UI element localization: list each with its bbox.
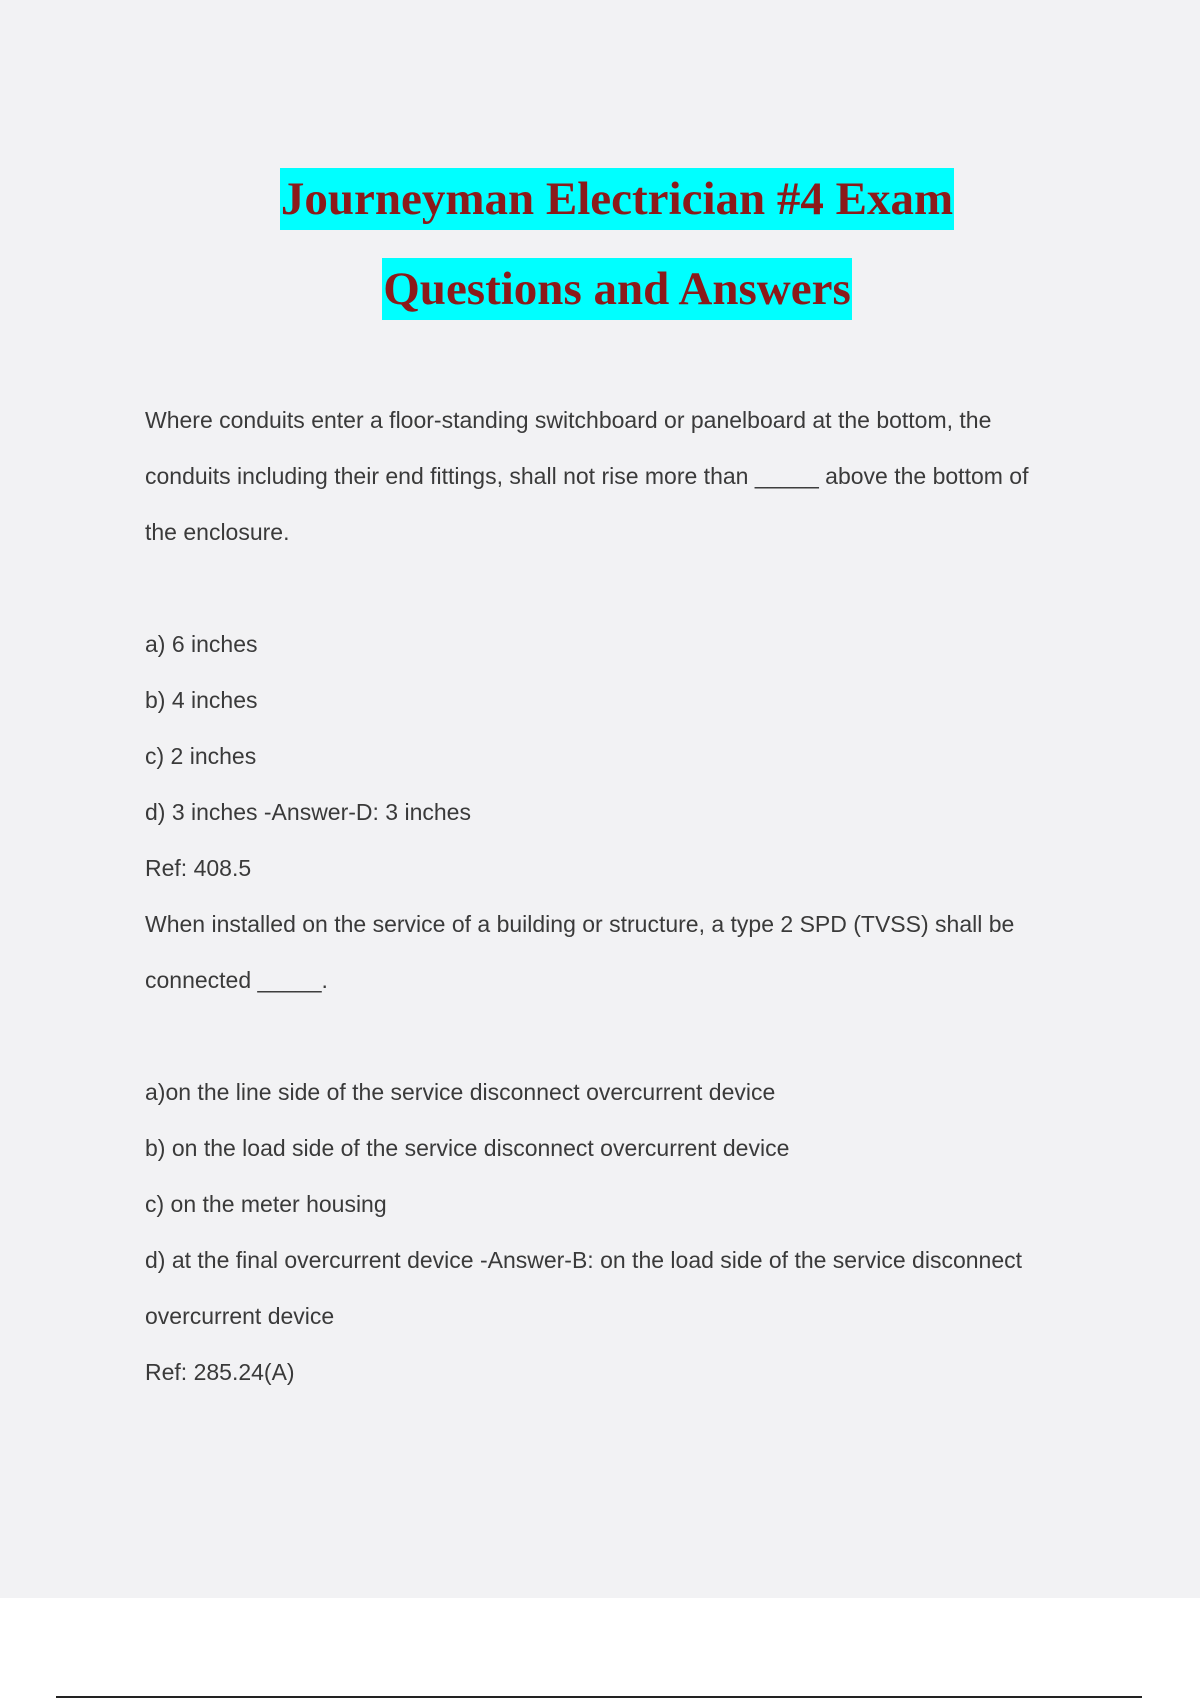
footer-divider: [56, 1696, 1142, 1698]
title-line-1: Journeyman Electrician #4 Exam: [280, 168, 954, 230]
document-body: [145, 400, 1105, 1408]
option-a: a)on the line side of the service disconnect overcurrent device: [145, 1079, 776, 1105]
question-stem-line: When installed on the service of a building or structure, a type 2 SPD (TVSS) shall be: [145, 911, 1015, 937]
reference: Ref: 285.24(A): [145, 1359, 295, 1385]
question-2: [145, 904, 1105, 1408]
option-b: b) 4 inches: [145, 687, 258, 713]
document-title: [0, 168, 1200, 320]
reference: Ref: 408.5: [145, 855, 252, 881]
option-c: c) on the meter housing: [145, 1191, 387, 1217]
option-c: c) 2 inches: [145, 743, 257, 769]
spacer: [145, 1016, 1105, 1072]
option-d-with-answer: d) at the final overcurrent device -Answer-B: on the load side of the service disconnect: [145, 1247, 1023, 1273]
option-d-with-answer: d) 3 inches -Answer-D: 3 inches: [145, 799, 471, 825]
option-b: b) on the load side of the service disconnect overcurrent device: [145, 1135, 790, 1161]
question-1: [145, 400, 1105, 904]
question-stem-line: conduits including their end fittings, shall not rise more than _____ above the bottom of: [145, 463, 1029, 489]
title-line-2: Questions and Answers: [382, 258, 852, 320]
spacer: [145, 568, 1105, 624]
question-stem-line: connected _____.: [145, 967, 328, 993]
option-d-with-answer-continued: overcurrent device: [145, 1303, 335, 1329]
question-stem-line: Where conduits enter a floor-standing switchboard or panelboard at the bottom, the: [145, 407, 992, 433]
option-a: a) 6 inches: [145, 631, 258, 657]
question-stem-line: the enclosure.: [145, 519, 290, 545]
